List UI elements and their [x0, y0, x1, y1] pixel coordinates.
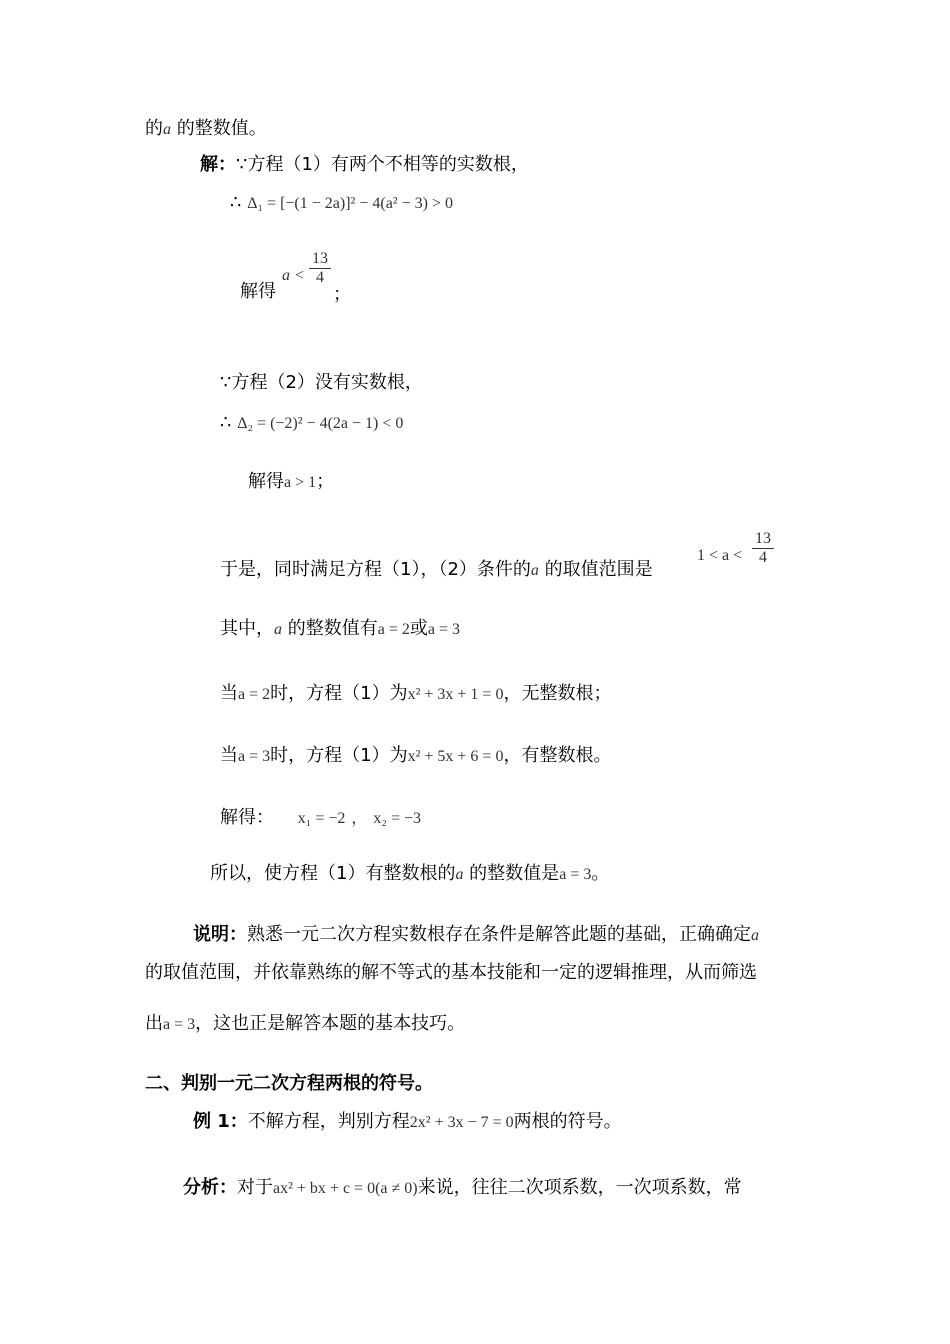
math: a > 1	[284, 474, 317, 491]
text: 的整数值是	[463, 863, 560, 884]
line-9	[220, 617, 460, 642]
text: 熟悉一元二次方程实数根存在条件是解答此题的基础，正确确定	[247, 924, 751, 945]
therefore-symbol: ∴	[220, 412, 232, 433]
text: 当	[220, 745, 238, 766]
line-2	[200, 153, 529, 177]
math-a: a	[530, 562, 539, 579]
line-8	[220, 558, 653, 583]
text: 所以，使方程（1）有整数根的	[210, 863, 456, 884]
text: 两根的符号。	[513, 1111, 622, 1132]
math: a = 3	[559, 866, 592, 883]
text: 来说，往往二次项系数，一次项系数，常	[417, 1177, 742, 1198]
math-a: a	[163, 121, 171, 138]
section-heading: 二、判别一元二次方程两根的符号。	[145, 1073, 433, 1094]
solution-label: 解：	[200, 154, 236, 175]
numerator: 13	[312, 250, 328, 267]
text: 时，方程（1）为	[270, 745, 408, 766]
text: 不解方程，判别方程	[247, 1111, 410, 1132]
math-a-less: a <	[282, 267, 305, 284]
line-14	[193, 923, 759, 948]
fraction-13-4	[752, 530, 774, 567]
text: ；	[316, 471, 335, 492]
text: 的	[145, 118, 163, 139]
text: 的取值范围是	[538, 559, 653, 580]
math: a = 3	[238, 748, 271, 765]
separator: ，	[351, 810, 368, 827]
text: 出	[145, 1013, 163, 1034]
math: a = 3	[427, 621, 460, 638]
math: a = 3	[163, 1016, 196, 1033]
therefore-symbol: ∴	[230, 192, 242, 213]
equation: 2x² + 3x − 7 = 0	[409, 1114, 514, 1131]
text: 的整数值有	[282, 618, 378, 639]
math-a: a	[274, 621, 282, 638]
line-18	[193, 1110, 622, 1135]
line-10	[220, 682, 611, 707]
line-15	[145, 961, 757, 985]
line-12	[220, 806, 421, 831]
line-6	[220, 411, 403, 436]
text: 对于	[237, 1177, 273, 1198]
math: a = 2	[238, 686, 271, 703]
text: 。	[591, 863, 610, 884]
line-16	[145, 1012, 465, 1037]
text: ；	[333, 284, 351, 305]
line-7	[248, 470, 334, 495]
text: 于是，同时满足方程（1），（2）条件的	[220, 559, 531, 580]
text: 其中，	[220, 618, 274, 639]
text: ，无整数根；	[503, 683, 612, 704]
root-2: x₂ = −3	[373, 810, 421, 827]
line-11	[220, 744, 611, 769]
text: 的取值范围，并依靠熟练的解不等式的基本技能和一定的逻辑推理，从而筛选	[145, 962, 757, 983]
equation: x² + 3x + 1 = 0	[407, 686, 504, 703]
note-label: 说明：	[193, 924, 247, 945]
equation: x² + 5x + 6 = 0	[407, 748, 504, 765]
math: a = 2	[377, 621, 410, 638]
line-5	[220, 371, 423, 395]
text: 或	[409, 618, 428, 639]
text: 当	[220, 683, 238, 704]
denominator: 4	[309, 268, 331, 287]
numerator: 13	[755, 530, 771, 547]
line-4	[240, 280, 276, 304]
text: 解得	[240, 281, 276, 302]
text: 解得	[248, 471, 284, 492]
inequality-delta1: Δ₁ = [−(1 − 2a)]² − 4(a² − 3) > 0	[247, 195, 453, 212]
math-a: a	[455, 866, 464, 883]
text: ∵方程（1）有两个不相等的实数根，	[236, 154, 529, 175]
text: ，这也正是解答本题的基本技巧。	[195, 1013, 466, 1034]
equation: ax² + bx + c = 0(a ≠ 0)	[273, 1180, 418, 1197]
analysis-label: 分析：	[183, 1177, 237, 1198]
math-a: a	[751, 927, 759, 944]
text: 的整数值。	[171, 118, 267, 139]
line-1	[145, 117, 267, 142]
example-label: 例 1：	[193, 1111, 248, 1132]
line-3	[230, 191, 453, 216]
text: ∵方程（2）没有实数根，	[220, 372, 423, 393]
text: 解得：	[220, 807, 274, 828]
line-13	[210, 862, 609, 887]
fraction-13-4	[309, 250, 331, 287]
root-1: x₁ = −2	[297, 810, 346, 827]
denominator: 4	[752, 548, 774, 567]
inequality-delta2: Δ₂ = (−2)² − 4(2a − 1) < 0	[237, 415, 404, 432]
text: ，有整数根。	[503, 745, 612, 766]
math-range: 1 < a <	[697, 547, 743, 564]
text: 时，方程（1）为	[270, 683, 408, 704]
line-19	[183, 1176, 742, 1201]
